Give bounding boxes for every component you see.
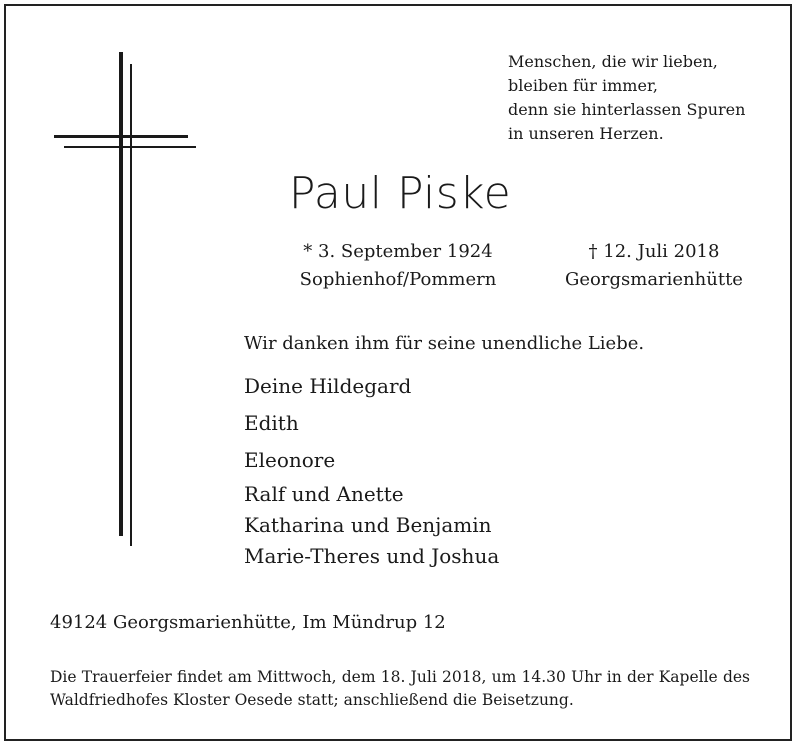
mourner: Eleonore [244,448,336,472]
thanks-line: Wir danken ihm für seine unendliche Liebe. [244,333,645,354]
obituary-card [4,4,792,741]
mourner: Katharina und Benjamin [244,513,492,537]
birth-date: * 3. September 1924 [303,241,493,262]
mourner: Ralf und Anette [244,482,404,506]
memorial-poem [508,50,745,146]
birth-place: Sophienhof/Pommern [299,269,497,290]
cross-horizontal-bar [54,135,188,138]
poem-line: in unseren Herzen. [508,124,664,143]
mourner: Marie-Theres und Joshua [244,544,500,568]
mourner: Deine Hildegard [244,374,412,398]
poem-line: bleiben für immer, [508,76,658,95]
mourner: Edith [244,411,299,435]
birth-info [282,238,514,294]
poem-line: denn sie hinterlassen Spuren [508,100,746,119]
family-address: 49124 Georgsmarienhütte, Im Mündrup 12 [50,612,446,633]
poem-line: Menschen, die wir lieben, [508,52,718,71]
deceased-name: Paul Piske [288,168,512,219]
funeral-ceremony-notice: Die Trauerfeier findet am Mittwoch, dem 18. Juli 2018, um 14.30 Uhr in der Kapelle des Waldfriedhofes Kloster Oesede statt; anschließend die Beisetzung. [50,668,750,709]
death-date: † 12. Juli 2018 [588,241,720,262]
cross-vertical-bar [119,52,123,536]
mourners-list [244,368,499,572]
death-info [554,238,754,294]
death-place: Georgsmarienhütte [565,269,743,290]
cross-horizontal-bar-shadow [64,146,196,148]
